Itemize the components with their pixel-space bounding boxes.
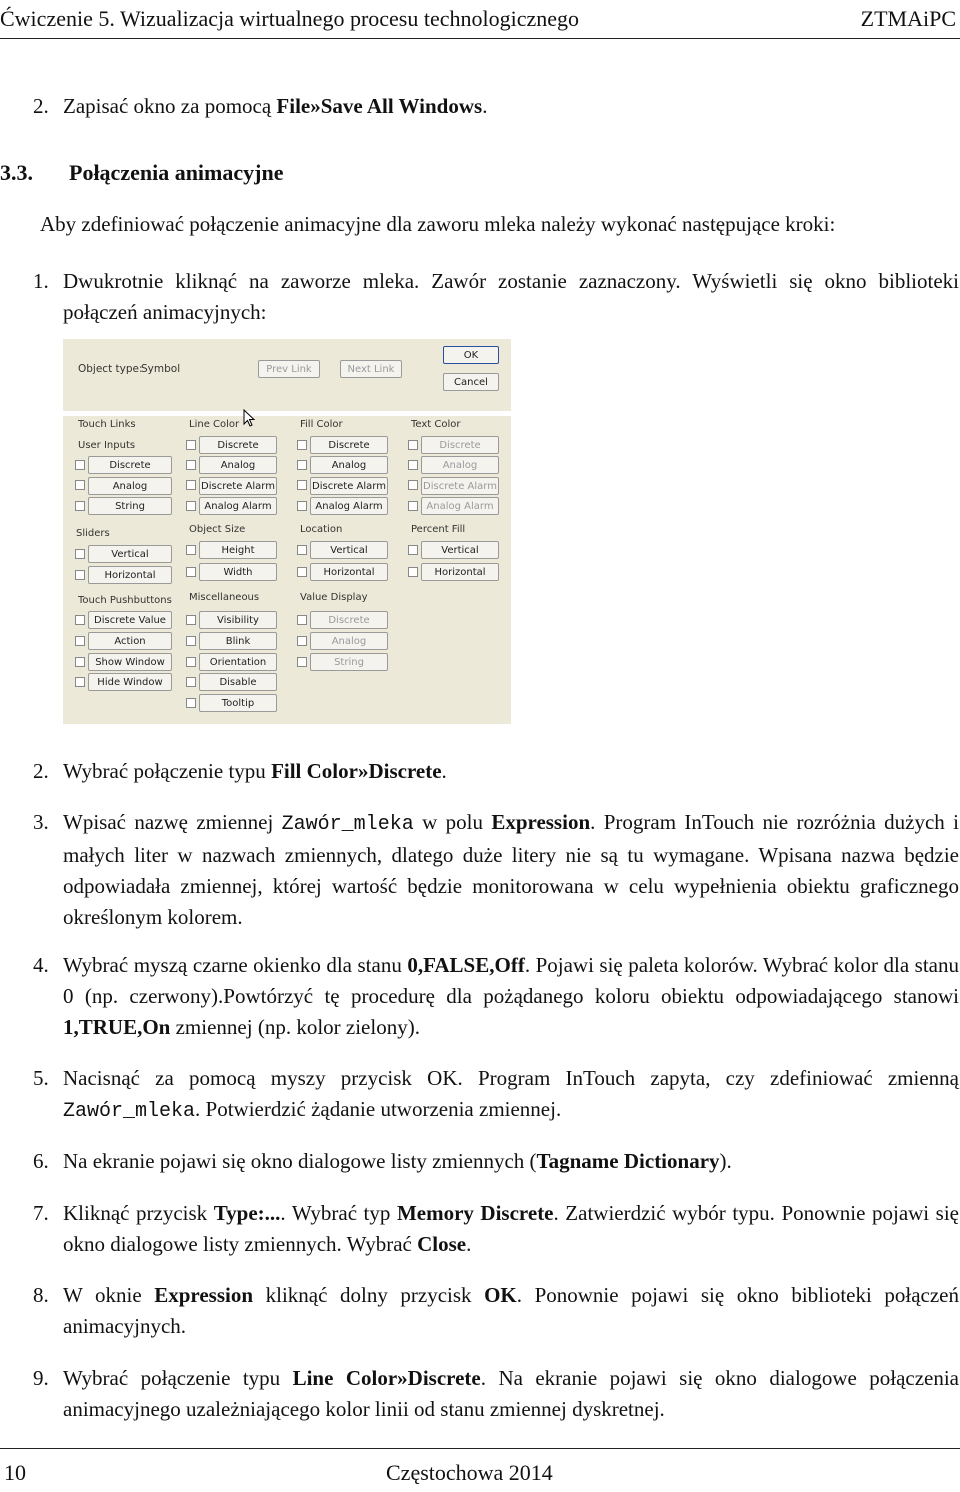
discrete-value-button[interactable]: Discrete Value xyxy=(88,611,172,629)
step-number: 8. xyxy=(33,1283,49,1307)
checkbox[interactable] xyxy=(297,545,307,555)
value-display-string-button[interactable]: String xyxy=(310,653,388,671)
cancel-button[interactable]: Cancel xyxy=(443,373,499,391)
line-color-analog-alarm-button[interactable]: Analog Alarm xyxy=(199,497,277,515)
checkbox[interactable] xyxy=(186,677,196,687)
checkbox[interactable] xyxy=(75,657,85,667)
checkbox[interactable] xyxy=(297,567,307,577)
line-color-discrete-alarm-button[interactable]: Discrete Alarm xyxy=(199,477,277,495)
step-number: 7. xyxy=(33,1201,49,1225)
location-horizontal-button[interactable]: Horizontal xyxy=(310,563,388,581)
step-text: Dwukrotnie kliknąć na zaworze mleka. Zawór zostanie zaznaczony. Wyświetli się okno biblioteki połączeń animacyjnych: xyxy=(63,269,959,324)
orientation-button[interactable]: Orientation xyxy=(199,653,277,671)
action-button[interactable]: Action xyxy=(88,632,172,650)
page-number: 10 xyxy=(4,1460,26,1485)
text-color-discrete-alarm-button[interactable]: Discrete Alarm xyxy=(421,477,499,495)
fill-color-discrete-alarm-button[interactable]: Discrete Alarm xyxy=(310,477,388,495)
location-vertical-button[interactable]: Vertical xyxy=(310,541,388,559)
line-color-analog-button[interactable]: Analog xyxy=(199,456,277,474)
blink-button[interactable]: Blink xyxy=(199,632,277,650)
footer-place: Częstochowa 2014 xyxy=(386,1460,553,1485)
step-text: Kliknąć przycisk Type:.... Wybrać typ Memory Discrete. Zatwierdzić wybór typu. Ponownie pojawi się okno dialogowe listy zmiennych. Wybrać Close. xyxy=(63,1201,960,1256)
step-number: 3. xyxy=(33,810,49,834)
width-button[interactable]: Width xyxy=(199,563,277,581)
section-number: 3.3. xyxy=(0,160,33,185)
checkbox[interactable] xyxy=(75,480,85,490)
user-inputs-string-button[interactable]: String xyxy=(88,497,172,515)
fill-color-discrete-button[interactable]: Discrete xyxy=(310,436,388,454)
group-touch-links: Touch Links xyxy=(78,419,136,430)
group-line-color: Line Color xyxy=(189,419,240,430)
group-user-inputs: User Inputs xyxy=(78,440,136,451)
percent-fill-horizontal-button[interactable]: Horizontal xyxy=(421,563,499,581)
group-fill-color: Fill Color xyxy=(300,419,343,430)
object-type-value: Symbol xyxy=(141,363,181,375)
header-rule xyxy=(0,38,960,39)
checkbox[interactable] xyxy=(297,657,307,667)
step-number: 9. xyxy=(33,1366,49,1390)
group-miscellaneous: Miscellaneous xyxy=(189,592,260,603)
object-type-label: Object type: xyxy=(78,363,143,375)
intro-paragraph: Aby zdefiniować połączenie animacyjne dla zaworu mleka należy wykonać następujące kroki: xyxy=(40,212,836,236)
ok-button[interactable]: OK xyxy=(443,346,499,364)
group-touch-pushbuttons: Touch Pushbuttons xyxy=(78,595,172,606)
group-object-size: Object Size xyxy=(189,524,246,535)
checkbox[interactable] xyxy=(408,480,418,490)
checkbox[interactable] xyxy=(75,636,85,646)
text-color-analog-button[interactable]: Analog xyxy=(421,456,499,474)
checkbox[interactable] xyxy=(186,501,196,511)
checkbox[interactable] xyxy=(75,570,85,580)
footer-rule xyxy=(0,1448,960,1449)
checkbox[interactable] xyxy=(186,698,196,708)
checkbox[interactable] xyxy=(408,501,418,511)
checkbox[interactable] xyxy=(75,549,85,559)
checkbox[interactable] xyxy=(75,615,85,625)
section-title: Połączenia animacyjne xyxy=(69,160,284,185)
step-number: 1. xyxy=(33,269,49,293)
group-value-display: Value Display xyxy=(300,592,368,603)
user-inputs-analog-button[interactable]: Analog xyxy=(88,477,172,495)
prev-link-button[interactable]: Prev Link xyxy=(258,360,320,378)
group-location: Location xyxy=(300,524,343,535)
tooltip-button[interactable]: Tooltip xyxy=(199,694,277,712)
value-display-analog-button[interactable]: Analog xyxy=(310,632,388,650)
checkbox[interactable] xyxy=(75,460,85,470)
text-color-analog-alarm-button[interactable]: Analog Alarm xyxy=(421,497,499,515)
checkbox[interactable] xyxy=(297,460,307,470)
sliders-vertical-button[interactable]: Vertical xyxy=(88,545,172,563)
height-button[interactable]: Height xyxy=(199,541,277,559)
step-text: Nacisnąć za pomocą myszy przycisk OK. Program InTouch zapyta, czy zdefiniować zmienną Zawór_mleka. Potwierdzić żądanie utworzenia zmiennej. xyxy=(63,1066,959,1123)
checkbox[interactable] xyxy=(408,567,418,577)
checkbox[interactable] xyxy=(186,615,196,625)
hide-window-button[interactable]: Hide Window xyxy=(88,673,172,691)
step-number: 4. xyxy=(33,953,49,977)
step-number: 5. xyxy=(33,1066,49,1090)
step-number: 6. xyxy=(33,1149,49,1173)
checkbox[interactable] xyxy=(186,480,196,490)
fill-color-analog-alarm-button[interactable]: Analog Alarm xyxy=(310,497,388,515)
step-number: 2. xyxy=(33,759,49,783)
step-text: Wybrać połączenie typu Line Color»Discrete. Na ekranie pojawi się okno dialogowe połączenia animacyjnego uzależniającego kolor linii od stanu zmiennej dyskretnej. xyxy=(63,1366,960,1421)
checkbox[interactable] xyxy=(186,545,196,555)
checkbox[interactable] xyxy=(75,501,85,511)
user-inputs-discrete-button[interactable]: Discrete xyxy=(88,456,172,474)
percent-fill-vertical-button[interactable]: Vertical xyxy=(421,541,499,559)
mouse-cursor-icon xyxy=(243,409,257,429)
group-text-color: Text Color xyxy=(411,419,461,430)
checkbox[interactable] xyxy=(297,480,307,490)
checkbox[interactable] xyxy=(408,440,418,450)
animation-links-dialog xyxy=(63,339,511,724)
checkbox[interactable] xyxy=(75,677,85,687)
sliders-horizontal-button[interactable]: Horizontal xyxy=(88,566,172,584)
group-percent-fill: Percent Fill xyxy=(411,524,466,535)
checkbox[interactable] xyxy=(186,636,196,646)
group-sliders: Sliders xyxy=(76,528,110,539)
checkbox[interactable] xyxy=(297,501,307,511)
show-window-button[interactable]: Show Window xyxy=(88,653,172,671)
checkbox[interactable] xyxy=(186,440,196,450)
step-text: Na ekranie pojawi się okno dialogowe listy zmiennych (Tagname Dictionary). xyxy=(63,1149,732,1173)
value-display-discrete-button[interactable]: Discrete xyxy=(310,611,388,629)
checkbox[interactable] xyxy=(408,460,418,470)
checkbox[interactable] xyxy=(186,657,196,667)
step-text: Zapisać okno za pomocą File»Save All Windows. xyxy=(63,94,488,118)
step-text: Wybrać myszą czarne okienko dla stanu 0,FALSE,Off. Pojawi się paleta kolorów. Wybrać kolor dla stanu 0 (np. czerwony).Powtórzyć tę procedurę dla pożądanego koloru obiektu odpowiadającego stanowi 1,TRUE,On zmiennej (np. kolor zielony). xyxy=(63,953,959,1039)
checkbox[interactable] xyxy=(297,440,307,450)
checkbox[interactable] xyxy=(186,460,196,470)
text-color-discrete-button[interactable]: Discrete xyxy=(421,436,499,454)
step-number: 2. xyxy=(33,94,49,118)
next-link-button[interactable]: Next Link xyxy=(340,360,402,378)
checkbox[interactable] xyxy=(297,615,307,625)
running-header-code: ZTMAiPC xyxy=(860,6,956,31)
step-text: Wybrać połączenie typu Fill Color»Discrete. xyxy=(63,759,447,783)
running-header-title: Ćwiczenie 5. Wizualizacja wirtualnego procesu technologicznego xyxy=(0,6,580,31)
checkbox[interactable] xyxy=(186,567,196,577)
fill-color-analog-button[interactable]: Analog xyxy=(310,456,388,474)
step-text: W oknie Expression kliknąć dolny przycisk OK. Ponownie pojawi się okno biblioteki połączeń animacyjnych. xyxy=(63,1283,959,1338)
checkbox[interactable] xyxy=(408,545,418,555)
visibility-button[interactable]: Visibility xyxy=(199,611,277,629)
step-text: Wpisać nazwę zmiennej Zawór_mleka w polu Expression. Program InTouch nie rozróżnia dużych i małych liter w nazwach zmiennych, dlatego duże litery nie są tu wymagane. Wpisana nazwa będzie odpowiadała zmiennej, której wartość będzie monitorowana w celu wypełnienia obiektu graficznego określonym kolorem. xyxy=(63,810,959,929)
line-color-discrete-button[interactable]: Discrete xyxy=(199,436,277,454)
checkbox[interactable] xyxy=(297,636,307,646)
disable-button[interactable]: Disable xyxy=(199,673,277,691)
